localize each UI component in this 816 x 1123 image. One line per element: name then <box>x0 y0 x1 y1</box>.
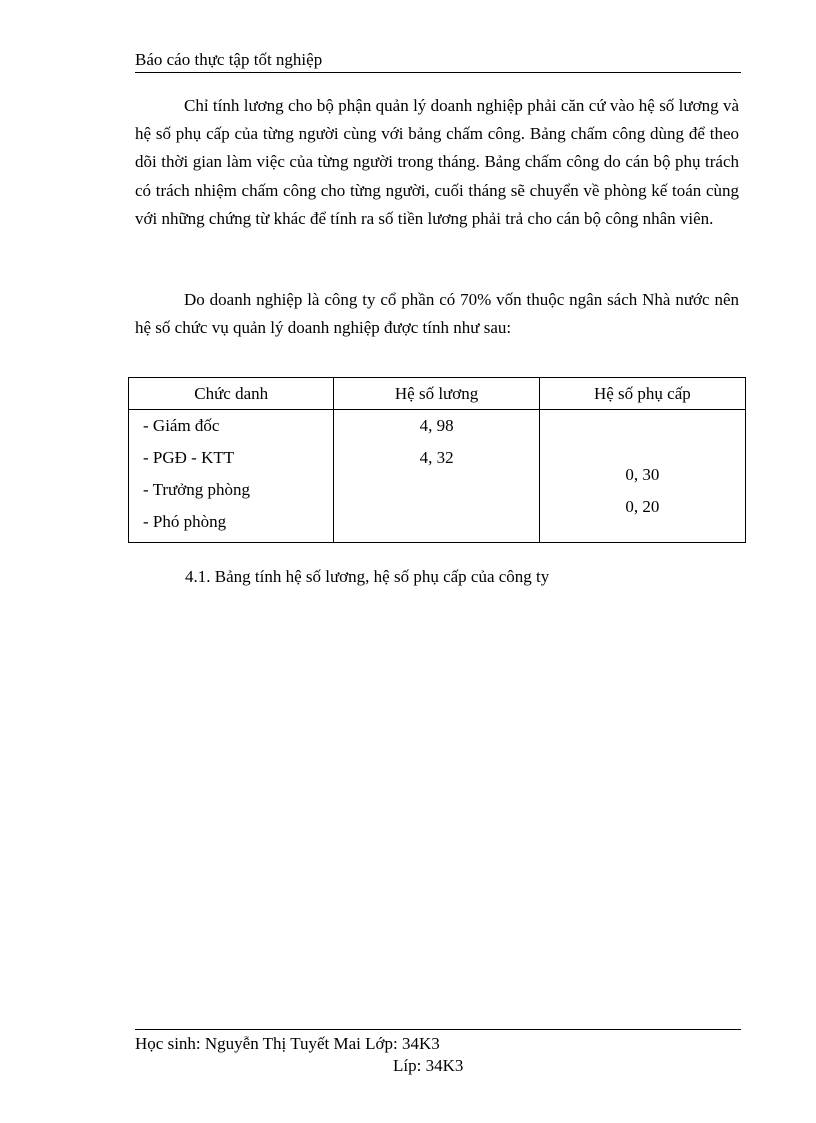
positions-cell <box>129 410 334 543</box>
allowance-coefficients-cell <box>539 410 745 543</box>
header-salary-coefficient: Hệ số lương <box>334 378 539 410</box>
position-department-head: - Trưởng phòng <box>143 480 251 499</box>
paragraph-coefficient-intro: Do doanh nghiệp là công ty cổ phần có 70% vốn thuộc ngân sách Nhà nước nên hệ số chức vụ quản lý doanh nghiệp được tính như sau: <box>135 290 739 338</box>
coefficient-table <box>128 377 746 543</box>
position-director: - Giám đốc <box>143 416 220 435</box>
allowance-coefficient-department-head: 0, 30 <box>625 465 660 484</box>
salary-coefficients-cell <box>334 410 539 543</box>
paragraph-salary-basis: Chỉ tính lương cho bộ phận quản lý doanh nghiệp phải căn cứ vào hệ số lương và hệ số phụ cấp của từng người cùng với bảng chấm công. Bảng chấm công dùng để theo dõi thời gian làm việc của từng người trong tháng. Bảng chấm công do cán bộ phụ trách có trách nhiệm chấm công cho từng người, cuối tháng sẽ chuyển về phòng kế toán cùng với những chứng từ khác để tính ra số tiền lương phải trả cho cán bộ công nhân viên. <box>135 96 739 228</box>
allowance-coefficient-deputy-head: 0, 20 <box>625 497 660 516</box>
header-position: Chức danh <box>129 378 334 410</box>
footer-student-info: Học sinh: Nguyễn Thị Tuyết Mai Lớp: 34K3 <box>135 1034 440 1053</box>
position-deputy-head: - Phó phòng <box>143 512 227 531</box>
salary-coefficient-deputy-director: 4, 32 <box>419 448 454 467</box>
footer-class-info: Líp: 34K3 <box>393 1056 464 1075</box>
position-deputy-director: - PGĐ - KTT <box>143 448 235 467</box>
table-row <box>129 410 746 543</box>
page-header <box>135 50 741 73</box>
header-title: Báo cáo thực tập tốt nghiệp <box>135 50 323 69</box>
header-allowance-coefficient: Hệ số phụ cấp <box>539 378 745 410</box>
table-header-row <box>129 378 746 410</box>
salary-coefficient-director: 4, 98 <box>419 416 454 435</box>
table-caption: 4.1. Bảng tính hệ số lương, hệ số phụ cấp của công ty <box>185 567 550 586</box>
footer-divider <box>135 1029 741 1030</box>
